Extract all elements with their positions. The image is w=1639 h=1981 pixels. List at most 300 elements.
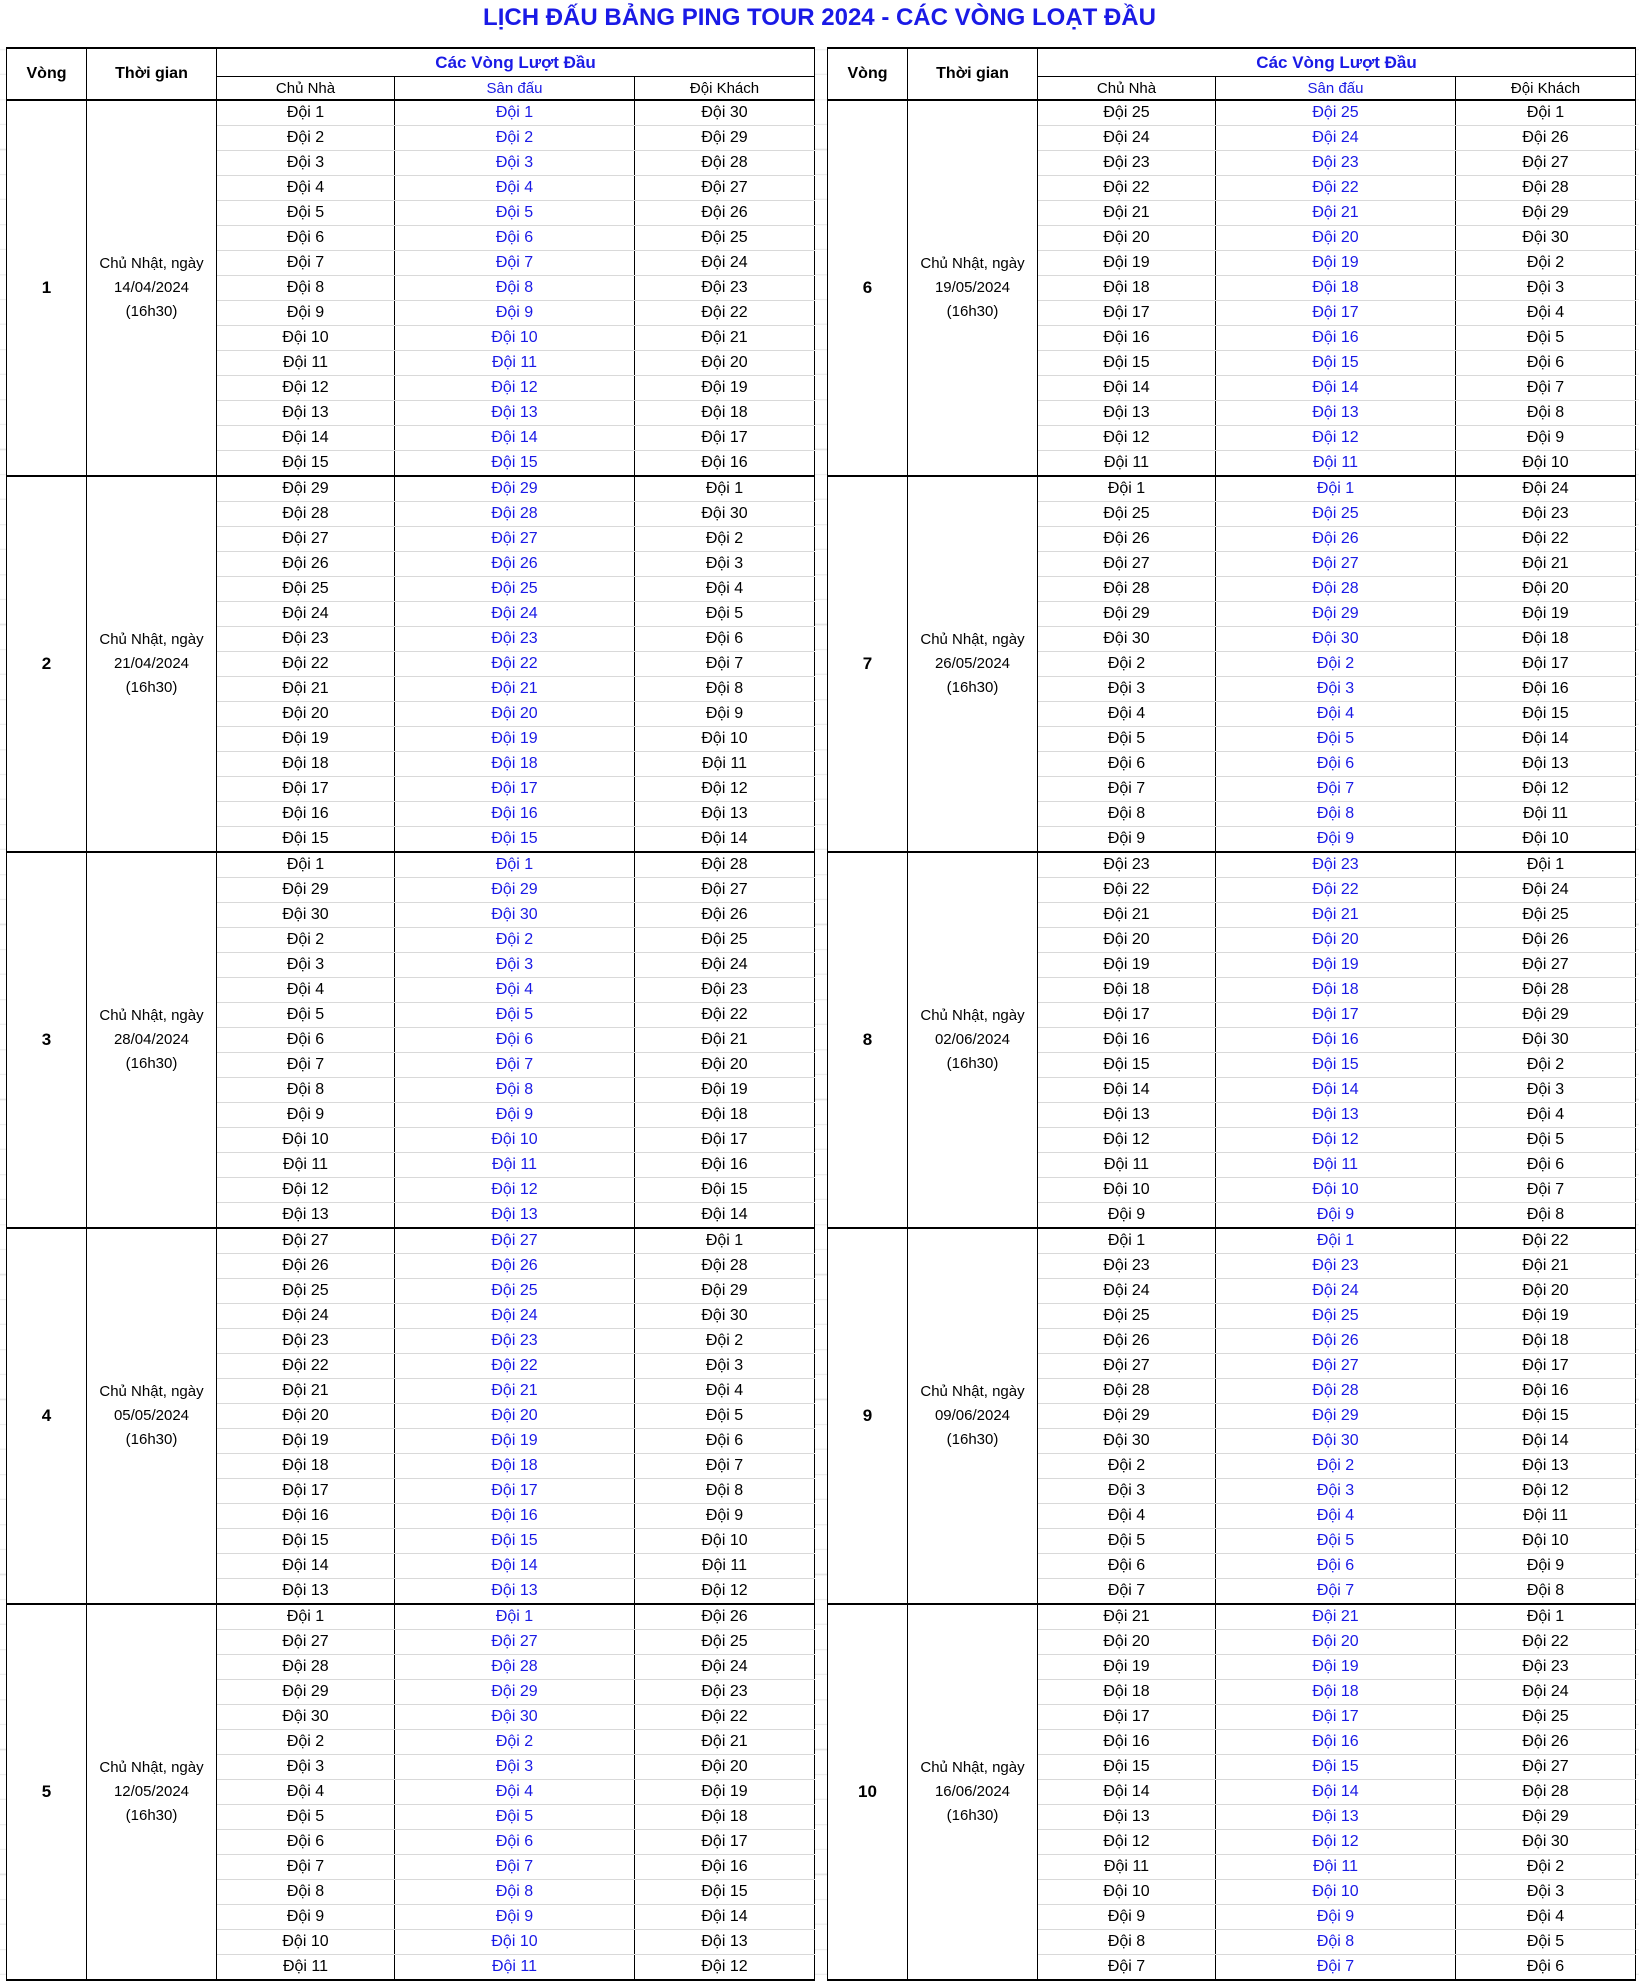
home-team: Đội 15 xyxy=(217,451,395,477)
home-team: Đội 20 xyxy=(217,702,395,727)
away-team: Đội 1 xyxy=(1456,1604,1636,1630)
header-away: Đội Khách xyxy=(635,77,815,101)
round-date-line: Chủ Nhật, ngày xyxy=(920,1383,1025,1400)
home-team: Đội 1 xyxy=(217,1604,395,1630)
home-team: Đội 2 xyxy=(217,1730,395,1755)
venue-team: Đội 2 xyxy=(395,126,635,151)
venue-team: Đội 3 xyxy=(395,1755,635,1780)
venue-team: Đội 4 xyxy=(395,176,635,201)
away-team: Đội 28 xyxy=(635,1254,815,1279)
home-team: Đội 1 xyxy=(1038,476,1216,502)
home-team: Đội 27 xyxy=(1038,1354,1216,1379)
header-venue: Sân đấu xyxy=(1216,77,1456,101)
match-row xyxy=(7,852,815,878)
away-team: Đội 3 xyxy=(1456,276,1636,301)
round-date-line: (16h30) xyxy=(946,1807,999,1824)
home-team: Đội 6 xyxy=(1038,752,1216,777)
home-team: Đội 12 xyxy=(1038,426,1216,451)
away-team: Đội 12 xyxy=(635,1579,815,1605)
round-number: 8 xyxy=(828,852,908,1228)
home-team: Đội 12 xyxy=(217,376,395,401)
venue-team: Đội 30 xyxy=(395,1705,635,1730)
away-team: Đội 19 xyxy=(635,376,815,401)
home-team: Đội 4 xyxy=(217,978,395,1003)
away-team: Đội 6 xyxy=(1456,1955,1636,1981)
away-team: Đội 17 xyxy=(635,1830,815,1855)
away-team: Đội 16 xyxy=(635,451,815,477)
home-team: Đội 9 xyxy=(217,1103,395,1128)
home-team: Đội 9 xyxy=(1038,827,1216,853)
venue-team: Đội 1 xyxy=(395,1604,635,1630)
away-team: Đội 23 xyxy=(635,276,815,301)
away-team: Đội 25 xyxy=(635,928,815,953)
venue-team: Đội 2 xyxy=(395,1730,635,1755)
match-row xyxy=(828,1604,1636,1630)
match-row xyxy=(7,476,815,502)
venue-team: Đội 21 xyxy=(395,677,635,702)
venue-team: Đội 27 xyxy=(1216,1354,1456,1379)
venue-team: Đội 11 xyxy=(395,351,635,376)
home-team: Đội 9 xyxy=(217,301,395,326)
home-team: Đội 23 xyxy=(217,627,395,652)
away-team: Đội 6 xyxy=(1456,1153,1636,1178)
away-team: Đội 11 xyxy=(635,752,815,777)
home-team: Đội 20 xyxy=(1038,226,1216,251)
home-team: Đội 9 xyxy=(1038,1905,1216,1930)
home-team: Đội 14 xyxy=(217,1554,395,1579)
home-team: Đội 5 xyxy=(217,201,395,226)
round-date-line: (16h30) xyxy=(946,679,999,696)
away-team: Đội 10 xyxy=(635,1529,815,1554)
home-team: Đội 2 xyxy=(217,126,395,151)
venue-team: Đội 13 xyxy=(1216,1805,1456,1830)
away-team: Đội 28 xyxy=(635,151,815,176)
venue-team: Đội 25 xyxy=(395,1279,635,1304)
venue-team: Đội 29 xyxy=(395,1680,635,1705)
venue-team: Đội 21 xyxy=(1216,1604,1456,1630)
venue-team: Đội 18 xyxy=(395,752,635,777)
venue-team: Đội 26 xyxy=(395,1254,635,1279)
home-team: Đội 28 xyxy=(217,1655,395,1680)
venue-team: Đội 7 xyxy=(1216,1579,1456,1605)
venue-team: Đội 21 xyxy=(1216,903,1456,928)
venue-team: Đội 10 xyxy=(1216,1880,1456,1905)
home-team: Đội 3 xyxy=(217,151,395,176)
round-date xyxy=(908,476,1038,852)
venue-team: Đội 25 xyxy=(1216,502,1456,527)
away-team: Đội 24 xyxy=(635,1655,815,1680)
away-team: Đội 6 xyxy=(635,1429,815,1454)
round-date-line: Chủ Nhật, ngày xyxy=(99,1759,204,1776)
away-team: Đội 5 xyxy=(1456,1128,1636,1153)
home-team: Đội 19 xyxy=(1038,1655,1216,1680)
home-team: Đội 28 xyxy=(217,502,395,527)
away-team: Đội 24 xyxy=(1456,476,1636,502)
away-team: Đội 28 xyxy=(1456,978,1636,1003)
home-team: Đội 7 xyxy=(1038,777,1216,802)
venue-team: Đội 12 xyxy=(395,1178,635,1203)
venue-team: Đội 25 xyxy=(395,577,635,602)
away-team: Đội 6 xyxy=(1456,351,1636,376)
venue-team: Đội 28 xyxy=(395,1655,635,1680)
round-date xyxy=(908,1228,1038,1604)
away-team: Đội 3 xyxy=(635,1354,815,1379)
away-team: Đội 30 xyxy=(635,502,815,527)
away-team: Đội 6 xyxy=(635,627,815,652)
home-team: Đội 3 xyxy=(217,1755,395,1780)
sheet-title: LỊCH ĐẤU BẢNG PING TOUR 2024 - CÁC VÒNG LOẠT ĐẦU xyxy=(0,0,1639,36)
home-team: Đội 29 xyxy=(217,476,395,502)
round-date-line: 12/05/2024 xyxy=(113,1783,190,1800)
header-group: Các Vòng Lượt Đầu xyxy=(217,48,815,77)
home-team: Đội 19 xyxy=(1038,251,1216,276)
home-team: Đội 11 xyxy=(217,1955,395,1981)
venue-team: Đội 27 xyxy=(395,1228,635,1254)
home-team: Đội 14 xyxy=(217,426,395,451)
round-date-line: (16h30) xyxy=(946,1431,999,1448)
venue-team: Đội 24 xyxy=(395,1304,635,1329)
away-team: Đội 18 xyxy=(1456,627,1636,652)
away-team: Đội 12 xyxy=(1456,777,1636,802)
away-team: Đội 22 xyxy=(635,1003,815,1028)
venue-team: Đội 8 xyxy=(395,1078,635,1103)
venue-team: Đội 6 xyxy=(395,1028,635,1053)
home-team: Đội 15 xyxy=(1038,1053,1216,1078)
home-team: Đội 12 xyxy=(1038,1128,1216,1153)
match-row xyxy=(828,1228,1636,1254)
away-team: Đội 17 xyxy=(635,1128,815,1153)
venue-team: Đội 18 xyxy=(1216,276,1456,301)
away-team: Đội 22 xyxy=(1456,1630,1636,1655)
venue-team: Đội 20 xyxy=(395,1404,635,1429)
away-team: Đội 29 xyxy=(1456,201,1636,226)
venue-team: Đội 14 xyxy=(395,1554,635,1579)
header-group: Các Vòng Lượt Đầu xyxy=(1038,48,1636,77)
away-team: Đội 20 xyxy=(635,1755,815,1780)
round-date xyxy=(87,476,217,852)
away-team: Đội 22 xyxy=(635,301,815,326)
home-team: Đội 27 xyxy=(217,1228,395,1254)
venue-team: Đội 20 xyxy=(395,702,635,727)
venue-team: Đội 7 xyxy=(395,251,635,276)
schedule-table-right xyxy=(827,47,1636,1981)
round-date-line: (16h30) xyxy=(125,1807,178,1824)
schedule-table-left xyxy=(6,47,815,1981)
home-team: Đội 11 xyxy=(217,1153,395,1178)
away-team: Đội 24 xyxy=(635,953,815,978)
venue-team: Đội 30 xyxy=(1216,627,1456,652)
home-team: Đội 22 xyxy=(217,652,395,677)
venue-team: Đội 10 xyxy=(1216,1178,1456,1203)
round-date-line: 09/06/2024 xyxy=(934,1407,1011,1424)
venue-team: Đội 2 xyxy=(1216,1454,1456,1479)
home-team: Đội 25 xyxy=(217,1279,395,1304)
home-team: Đội 5 xyxy=(217,1805,395,1830)
away-team: Đội 1 xyxy=(1456,100,1636,126)
away-team: Đội 29 xyxy=(1456,1003,1636,1028)
away-team: Đội 29 xyxy=(635,126,815,151)
home-team: Đội 10 xyxy=(217,1930,395,1955)
venue-team: Đội 3 xyxy=(1216,1479,1456,1504)
venue-team: Đội 9 xyxy=(1216,1905,1456,1930)
home-team: Đội 5 xyxy=(1038,727,1216,752)
venue-team: Đội 17 xyxy=(1216,1003,1456,1028)
away-team: Đội 20 xyxy=(1456,577,1636,602)
home-team: Đội 13 xyxy=(1038,1805,1216,1830)
home-team: Đội 12 xyxy=(217,1178,395,1203)
home-team: Đội 6 xyxy=(217,1028,395,1053)
home-team: Đội 24 xyxy=(1038,126,1216,151)
home-team: Đội 18 xyxy=(217,752,395,777)
away-team: Đội 15 xyxy=(635,1178,815,1203)
home-team: Đội 6 xyxy=(217,226,395,251)
home-team: Đội 13 xyxy=(217,401,395,426)
home-team: Đội 11 xyxy=(1038,1855,1216,1880)
away-team: Đội 15 xyxy=(635,1880,815,1905)
round-date xyxy=(908,100,1038,476)
away-team: Đội 29 xyxy=(1456,1805,1636,1830)
away-team: Đội 12 xyxy=(1456,1479,1636,1504)
venue-team: Đội 18 xyxy=(1216,1680,1456,1705)
venue-team: Đội 23 xyxy=(1216,1254,1456,1279)
venue-team: Đội 24 xyxy=(1216,1279,1456,1304)
venue-team: Đội 19 xyxy=(1216,251,1456,276)
home-team: Đội 7 xyxy=(1038,1955,1216,1981)
away-team: Đội 24 xyxy=(1456,878,1636,903)
away-team: Đội 20 xyxy=(635,351,815,376)
home-team: Đội 23 xyxy=(1038,151,1216,176)
away-team: Đội 20 xyxy=(1456,1279,1636,1304)
venue-team: Đội 8 xyxy=(1216,1930,1456,1955)
round-date-line: Chủ Nhật, ngày xyxy=(920,1007,1025,1024)
venue-team: Đội 3 xyxy=(395,151,635,176)
home-team: Đội 18 xyxy=(1038,978,1216,1003)
venue-team: Đội 27 xyxy=(395,1630,635,1655)
home-team: Đội 13 xyxy=(217,1203,395,1229)
away-team: Đội 19 xyxy=(1456,602,1636,627)
home-team: Đội 10 xyxy=(217,1128,395,1153)
venue-team: Đội 14 xyxy=(1216,376,1456,401)
away-team: Đội 4 xyxy=(1456,1905,1636,1930)
venue-team: Đội 7 xyxy=(395,1855,635,1880)
away-team: Đội 18 xyxy=(635,401,815,426)
venue-team: Đội 4 xyxy=(1216,702,1456,727)
home-team: Đội 20 xyxy=(217,1404,395,1429)
round-date-line: Chủ Nhật, ngày xyxy=(99,631,204,648)
venue-team: Đội 22 xyxy=(1216,176,1456,201)
round-date-line: (16h30) xyxy=(125,1055,178,1072)
venue-team: Đội 16 xyxy=(1216,1730,1456,1755)
round-date-line: (16h30) xyxy=(125,303,178,320)
home-team: Đội 2 xyxy=(1038,652,1216,677)
venue-team: Đội 4 xyxy=(1216,1504,1456,1529)
home-team: Đội 3 xyxy=(217,953,395,978)
home-team: Đội 1 xyxy=(217,100,395,126)
home-team: Đội 8 xyxy=(217,1880,395,1905)
away-team: Đội 22 xyxy=(1456,527,1636,552)
home-team: Đội 12 xyxy=(1038,1830,1216,1855)
round-number: 5 xyxy=(7,1604,87,1980)
venue-team: Đội 3 xyxy=(395,953,635,978)
home-team: Đội 11 xyxy=(1038,451,1216,477)
home-team: Đội 23 xyxy=(1038,1254,1216,1279)
home-team: Đội 6 xyxy=(1038,1554,1216,1579)
venue-team: Đội 24 xyxy=(395,602,635,627)
home-team: Đội 9 xyxy=(1038,1203,1216,1229)
venue-team: Đội 28 xyxy=(395,502,635,527)
home-team: Đội 7 xyxy=(1038,1579,1216,1605)
schedule-body-left xyxy=(7,100,815,1980)
home-team: Đội 26 xyxy=(1038,1329,1216,1354)
venue-team: Đội 17 xyxy=(395,1479,635,1504)
home-team: Đội 21 xyxy=(217,677,395,702)
venue-team: Đội 28 xyxy=(1216,577,1456,602)
away-team: Đội 26 xyxy=(1456,928,1636,953)
venue-team: Đội 22 xyxy=(395,1354,635,1379)
venue-team: Đội 23 xyxy=(1216,151,1456,176)
home-team: Đội 26 xyxy=(217,552,395,577)
venue-team: Đội 29 xyxy=(395,878,635,903)
home-team: Đội 8 xyxy=(1038,1930,1216,1955)
round-date-line: Chủ Nhật, ngày xyxy=(99,255,204,272)
home-team: Đội 10 xyxy=(1038,1178,1216,1203)
home-team: Đội 16 xyxy=(1038,1730,1216,1755)
venue-team: Đội 9 xyxy=(395,1103,635,1128)
away-team: Đội 23 xyxy=(635,978,815,1003)
venue-team: Đội 25 xyxy=(1216,1304,1456,1329)
away-team: Đội 9 xyxy=(635,702,815,727)
home-team: Đội 7 xyxy=(217,251,395,276)
home-team: Đội 2 xyxy=(217,928,395,953)
home-team: Đội 22 xyxy=(217,1354,395,1379)
away-team: Đội 2 xyxy=(1456,1855,1636,1880)
venue-team: Đội 29 xyxy=(395,476,635,502)
home-team: Đội 21 xyxy=(1038,201,1216,226)
venue-team: Đội 5 xyxy=(395,201,635,226)
away-team: Đội 4 xyxy=(1456,1103,1636,1128)
home-team: Đội 15 xyxy=(217,827,395,853)
away-team: Đội 11 xyxy=(635,1554,815,1579)
away-team: Đội 22 xyxy=(635,1705,815,1730)
venue-team: Đội 13 xyxy=(395,1579,635,1605)
venue-team: Đội 10 xyxy=(395,326,635,351)
round-date-line: Chủ Nhật, ngày xyxy=(920,255,1025,272)
home-team: Đội 21 xyxy=(1038,903,1216,928)
venue-team: Đội 11 xyxy=(1216,1153,1456,1178)
venue-team: Đội 6 xyxy=(1216,752,1456,777)
home-team: Đội 3 xyxy=(1038,1479,1216,1504)
venue-team: Đội 12 xyxy=(1216,426,1456,451)
away-team: Đội 27 xyxy=(1456,151,1636,176)
venue-team: Đội 23 xyxy=(395,1329,635,1354)
home-team: Đội 25 xyxy=(217,577,395,602)
away-team: Đội 21 xyxy=(1456,1254,1636,1279)
home-team: Đội 5 xyxy=(217,1003,395,1028)
venue-team: Đội 18 xyxy=(395,1454,635,1479)
home-team: Đội 28 xyxy=(1038,577,1216,602)
venue-team: Đội 24 xyxy=(1216,126,1456,151)
home-team: Đội 20 xyxy=(1038,928,1216,953)
venue-team: Đội 1 xyxy=(395,100,635,126)
round-date-line: Chủ Nhật, ngày xyxy=(920,1759,1025,1776)
venue-team: Đội 14 xyxy=(1216,1078,1456,1103)
round-date-line: Chủ Nhật, ngày xyxy=(99,1007,204,1024)
home-team: Đội 19 xyxy=(217,1429,395,1454)
round-date-line: (16h30) xyxy=(125,1431,178,1448)
home-team: Đội 8 xyxy=(1038,802,1216,827)
round-number: 7 xyxy=(828,476,908,852)
home-team: Đội 11 xyxy=(217,351,395,376)
round-date xyxy=(87,100,217,476)
venue-team: Đội 9 xyxy=(395,301,635,326)
header-time: Thời gian xyxy=(908,48,1038,100)
away-team: Đội 10 xyxy=(1456,827,1636,853)
home-team: Đội 16 xyxy=(1038,1028,1216,1053)
away-team: Đội 8 xyxy=(1456,1579,1636,1605)
round-date-line: (16h30) xyxy=(946,303,999,320)
venue-team: Đội 20 xyxy=(1216,928,1456,953)
away-team: Đội 26 xyxy=(635,1604,815,1630)
round-number: 3 xyxy=(7,852,87,1228)
away-team: Đội 23 xyxy=(1456,502,1636,527)
away-team: Đội 5 xyxy=(1456,1930,1636,1955)
home-team: Đội 19 xyxy=(217,727,395,752)
venue-team: Đội 5 xyxy=(1216,1529,1456,1554)
away-team: Đội 25 xyxy=(1456,903,1636,928)
venue-team: Đội 14 xyxy=(395,426,635,451)
away-team: Đội 13 xyxy=(1456,1454,1636,1479)
home-team: Đội 27 xyxy=(217,1630,395,1655)
venue-team: Đội 15 xyxy=(395,451,635,477)
away-team: Đội 19 xyxy=(1456,1304,1636,1329)
venue-team: Đội 28 xyxy=(1216,1379,1456,1404)
away-team: Đội 24 xyxy=(1456,1680,1636,1705)
away-team: Đội 14 xyxy=(635,1905,815,1930)
home-team: Đội 13 xyxy=(217,1579,395,1605)
away-team: Đội 19 xyxy=(635,1078,815,1103)
home-team: Đội 23 xyxy=(1038,852,1216,878)
home-team: Đội 20 xyxy=(1038,1630,1216,1655)
match-row xyxy=(7,1604,815,1630)
match-row xyxy=(828,476,1636,502)
away-team: Đội 17 xyxy=(1456,1354,1636,1379)
home-team: Đội 15 xyxy=(1038,351,1216,376)
home-team: Đội 18 xyxy=(1038,1680,1216,1705)
venue-team: Đội 29 xyxy=(1216,1404,1456,1429)
home-team: Đội 10 xyxy=(1038,1880,1216,1905)
away-team: Đội 8 xyxy=(1456,1203,1636,1229)
away-team: Đội 22 xyxy=(1456,1228,1636,1254)
venue-team: Đội 19 xyxy=(395,1429,635,1454)
away-team: Đội 30 xyxy=(1456,226,1636,251)
home-team: Đội 22 xyxy=(1038,878,1216,903)
venue-team: Đội 9 xyxy=(1216,827,1456,853)
home-team: Đội 6 xyxy=(217,1830,395,1855)
venue-team: Đội 22 xyxy=(1216,878,1456,903)
match-row xyxy=(828,852,1636,878)
round-number: 6 xyxy=(828,100,908,476)
home-team: Đội 16 xyxy=(217,1504,395,1529)
home-team: Đội 29 xyxy=(217,878,395,903)
venue-team: Đội 6 xyxy=(395,1830,635,1855)
away-team: Đội 13 xyxy=(635,1930,815,1955)
venue-team: Đội 15 xyxy=(1216,1053,1456,1078)
round-number: 10 xyxy=(828,1604,908,1980)
header-venue: Sân đấu xyxy=(395,77,635,101)
away-team: Đội 9 xyxy=(1456,1554,1636,1579)
header-round: Vòng xyxy=(828,48,908,100)
venue-team: Đội 8 xyxy=(1216,802,1456,827)
